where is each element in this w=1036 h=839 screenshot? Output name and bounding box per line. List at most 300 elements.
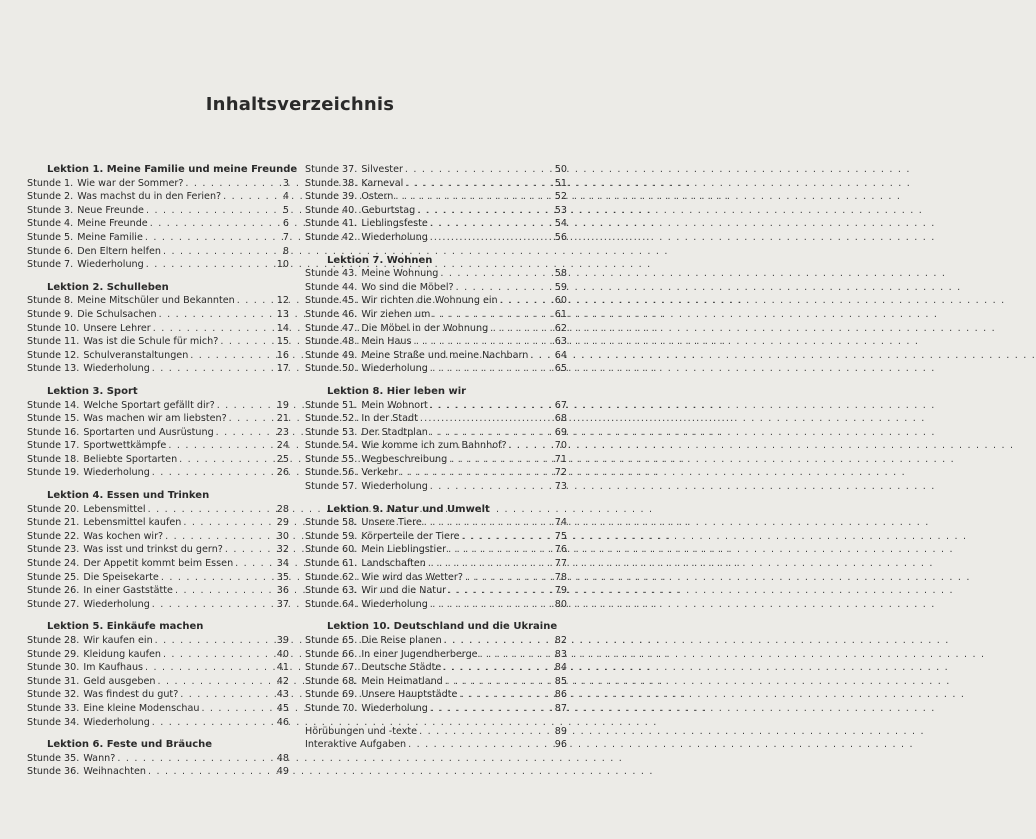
page-title: Inhaltsverzeichnis — [205, 94, 395, 115]
toc-entry[interactable] — [305, 204, 567, 218]
lesson-number: Stunde 14. — [27, 399, 80, 411]
entry-title: Wiederholung — [83, 363, 150, 375]
toc-section — [27, 738, 289, 779]
entry-title: Meine Mitschüler und Bekannten — [77, 295, 235, 307]
lesson-number: Stunde 65. — [305, 635, 358, 646]
page-number: 51 — [554, 177, 567, 189]
toc-section — [305, 725, 567, 752]
page-number: 28 — [276, 503, 289, 515]
lesson-number: Stunde 17. — [27, 440, 80, 452]
dot-leader — [183, 516, 274, 530]
toc-left-column — [27, 163, 298, 788]
dot-leader — [117, 752, 274, 766]
lesson-number: Stunde 40. — [305, 204, 358, 216]
toc-entry[interactable] — [305, 399, 567, 413]
entry-title: In der Stadt — [361, 413, 418, 425]
dot-leader — [413, 335, 552, 349]
lesson-heading: Lektion 6. Feste und Bräuche — [47, 739, 213, 751]
dot-leader — [440, 267, 552, 281]
toc-entry[interactable] — [27, 584, 289, 598]
page-number: 76 — [554, 544, 567, 556]
lesson-number: Stunde 39. — [305, 191, 358, 203]
dot-leader — [180, 688, 275, 702]
lesson-number: Stunde 15. — [27, 413, 80, 425]
page-number: 48 — [276, 752, 289, 764]
lesson-number: Stunde 55. — [305, 453, 358, 465]
toc-entry[interactable] — [305, 725, 567, 739]
toc-entry[interactable] — [305, 648, 567, 662]
lesson-number: Stunde 30. — [27, 662, 80, 674]
entry-title: Wir kaufen ein — [83, 635, 153, 646]
toc-entry[interactable] — [305, 480, 567, 494]
entry-title: Meine Freunde — [77, 218, 148, 230]
page-number: 24 — [276, 440, 289, 452]
toc-entry[interactable] — [27, 466, 289, 480]
lesson-heading: Lektion 7. Wohnen — [327, 254, 433, 266]
toc-entry[interactable] — [27, 412, 289, 426]
dot-leader — [405, 163, 553, 177]
toc-entry[interactable] — [305, 190, 567, 204]
page-number: 10 — [276, 259, 289, 271]
page-number: 87 — [554, 702, 567, 714]
toc-entry[interactable] — [305, 294, 567, 308]
entry-title: Was kochen wir? — [83, 530, 164, 542]
toc-entry[interactable] — [305, 335, 567, 349]
dot-leader — [152, 598, 275, 612]
dot-leader — [430, 399, 553, 413]
dot-leader — [430, 362, 553, 376]
page-number: 59 — [554, 281, 567, 293]
dot-leader — [225, 543, 275, 557]
entry-title: Wiederholung — [77, 259, 144, 271]
toc-entry[interactable] — [305, 516, 567, 530]
dot-leader — [445, 675, 553, 689]
page-number: 83 — [554, 648, 567, 660]
toc-entry[interactable] — [27, 294, 289, 308]
dot-leader — [432, 308, 552, 322]
dot-leader — [146, 258, 275, 272]
lesson-number: Stunde 44. — [305, 281, 358, 293]
toc-entry[interactable] — [27, 399, 289, 413]
dot-leader — [400, 466, 553, 480]
lesson-number: Stunde 51. — [305, 399, 358, 411]
lesson-number: Stunde 1. — [27, 177, 74, 189]
entry-title: In einer Jugendherberge — [361, 648, 478, 660]
toc-entry[interactable] — [27, 688, 289, 702]
toc-entry[interactable] — [305, 661, 567, 675]
toc-entry[interactable] — [27, 190, 289, 204]
entry-title: Wiederholung — [361, 598, 428, 610]
lesson-number: Stunde 68. — [305, 675, 358, 687]
toc-entry[interactable] — [27, 516, 289, 530]
toc-entry[interactable] — [305, 349, 567, 363]
toc-entry[interactable] — [27, 752, 289, 766]
dot-leader — [462, 530, 553, 544]
entry-title: Die Reise planen — [361, 635, 442, 646]
lesson-number: Stunde 16. — [27, 426, 80, 438]
entry-title: Der Appetit kommt beim Essen — [83, 558, 234, 570]
entry-title: Welche Sportart gefällt dir? — [83, 399, 215, 411]
dot-leader — [229, 412, 275, 426]
toc-entry[interactable] — [305, 634, 567, 648]
toc-entry[interactable] — [27, 503, 289, 517]
toc-entry[interactable] — [305, 362, 567, 376]
page-number: 34 — [276, 558, 289, 570]
lesson-number: Stunde 37. — [305, 164, 358, 175]
dot-leader — [163, 648, 275, 662]
toc-right-column — [305, 163, 567, 761]
toc-entry[interactable] — [27, 245, 289, 259]
page-number: 84 — [554, 662, 567, 674]
toc-entry[interactable] — [27, 258, 289, 272]
toc-entry[interactable] — [27, 702, 289, 716]
dot-leader — [530, 349, 552, 363]
dot-leader — [490, 322, 553, 336]
page-number: 12 — [276, 295, 289, 307]
toc-entry[interactable] — [27, 362, 289, 376]
toc-entry[interactable] — [305, 322, 567, 336]
lesson-number: Stunde 38. — [305, 177, 358, 189]
dot-leader — [405, 177, 552, 191]
lesson-heading: Lektion 4. Essen und Trinken — [47, 490, 210, 502]
dot-leader — [220, 335, 274, 349]
dot-leader — [145, 661, 275, 675]
dot-leader — [419, 725, 553, 739]
lesson-number: Stunde 53. — [305, 426, 358, 438]
lesson-number: Stunde 8. — [27, 295, 74, 307]
lesson-number: Stunde 27. — [27, 598, 80, 610]
page-number: 29 — [276, 517, 289, 529]
lesson-number: Stunde 54. — [305, 440, 358, 452]
toc-section — [27, 281, 289, 376]
dot-leader — [420, 412, 553, 426]
toc-entry[interactable] — [27, 217, 289, 231]
entry-title: Lebensmittel — [83, 503, 146, 515]
dot-leader — [430, 231, 553, 245]
toc-entry[interactable] — [27, 453, 289, 467]
lesson-number: Stunde 9. — [27, 308, 74, 320]
lesson-number: Stunde 62. — [305, 571, 358, 583]
page-number: 8 — [282, 245, 289, 257]
dot-leader — [145, 231, 275, 245]
dot-leader — [449, 453, 553, 467]
toc-entry[interactable] — [27, 675, 289, 689]
dot-leader — [185, 177, 275, 191]
lesson-number: Stunde 61. — [305, 558, 358, 570]
toc-entry[interactable] — [305, 530, 567, 544]
lesson-number: Stunde 3. — [27, 204, 74, 216]
entry-title: Der Stadtplan — [361, 426, 428, 438]
dot-leader — [163, 245, 275, 259]
entry-title: Wiederholung — [361, 231, 428, 243]
page-number: 71 — [554, 453, 567, 465]
toc-entry[interactable] — [305, 702, 567, 716]
page-number: 26 — [276, 467, 289, 479]
toc-entry[interactable] — [305, 688, 567, 702]
lesson-number: Stunde 21. — [27, 517, 80, 529]
lesson-number: Stunde 4. — [27, 218, 74, 230]
toc-entry[interactable] — [27, 177, 289, 191]
page-number: 25 — [276, 453, 289, 465]
toc-entry[interactable] — [305, 439, 567, 453]
toc-entry[interactable] — [27, 571, 289, 585]
lesson-number: Stunde 59. — [305, 530, 358, 542]
toc-section — [27, 385, 289, 480]
page-number: 72 — [554, 467, 567, 479]
toc-entry[interactable] — [305, 466, 567, 480]
entry-title: Wegbeschreibung — [361, 453, 448, 465]
page-number: 45 — [276, 702, 289, 714]
entry-title: Wie war der Sommer? — [77, 177, 184, 189]
entry-title: Die Schulsachen — [77, 308, 157, 320]
toc-entry[interactable] — [27, 335, 289, 349]
entry-title: Wir und die Natur — [361, 585, 447, 597]
toc-entry[interactable] — [27, 231, 289, 245]
entry-title: Unsere Lehrer — [83, 322, 151, 334]
page-number: 15 — [276, 336, 289, 348]
entry-title: Was machst du in den Ferien? — [77, 191, 222, 203]
lesson-heading: Lektion 5. Einkäufe machen — [47, 621, 204, 633]
dot-leader — [430, 480, 553, 494]
page-number: 69 — [554, 426, 567, 438]
lesson-number: Stunde 18. — [27, 453, 80, 465]
page-number: 50 — [554, 164, 567, 175]
toc-entry[interactable] — [27, 530, 289, 544]
toc-section — [305, 254, 567, 376]
page-number: 63 — [554, 336, 567, 348]
entry-title: Meine Straße und meine Nachbarn — [361, 349, 529, 361]
toc-entry[interactable] — [27, 543, 289, 557]
entry-title: Den Eltern helfen — [77, 245, 161, 257]
dot-leader — [216, 426, 275, 440]
dot-leader — [456, 281, 553, 295]
dot-leader — [217, 399, 275, 413]
page-number: 35 — [276, 571, 289, 583]
lesson-number: Stunde 26. — [27, 585, 80, 597]
lesson-number: Stunde 35. — [27, 752, 80, 764]
toc-section — [305, 620, 567, 715]
toc-entry[interactable] — [305, 231, 567, 245]
dot-leader — [148, 765, 275, 779]
dot-leader — [146, 204, 275, 218]
page-number: 21 — [276, 413, 289, 425]
toc-entry[interactable] — [305, 738, 567, 752]
entry-title: Unsere Tiere — [361, 517, 422, 529]
page-number: 70 — [554, 440, 567, 452]
lesson-number: Stunde 70. — [305, 702, 358, 714]
toc-section — [27, 620, 289, 729]
page-number: 54 — [554, 218, 567, 230]
page-number: 30 — [276, 530, 289, 542]
lesson-heading: Lektion 8. Hier leben wir — [327, 385, 467, 397]
entry-title: Mein Lieblingstier — [361, 544, 447, 556]
lesson-number: Stunde 7. — [27, 259, 74, 271]
dot-leader — [424, 516, 553, 530]
page-number: 43 — [276, 689, 289, 701]
toc-entry[interactable] — [305, 426, 567, 440]
page-number: 65 — [554, 363, 567, 375]
entry-title: Hörübungen und -texte — [305, 725, 418, 737]
lesson-number: Stunde 22. — [27, 530, 80, 542]
page-number: 49 — [276, 766, 289, 778]
lesson-heading: Lektion 2. Schulleben — [47, 281, 169, 293]
toc-entry[interactable] — [27, 716, 289, 730]
toc-entry[interactable] — [305, 281, 567, 295]
toc-entry[interactable] — [305, 571, 567, 585]
entry-title: Was machen wir am liebsten? — [83, 413, 227, 425]
toc-entry[interactable] — [305, 584, 567, 598]
dot-leader — [459, 688, 552, 702]
dot-leader — [430, 702, 553, 716]
entry-title: Wiederholung — [83, 467, 150, 479]
lesson-number: Stunde 42. — [305, 231, 358, 243]
toc-entry[interactable] — [305, 412, 567, 426]
entry-title: In einer Gaststätte — [83, 585, 173, 597]
entry-title: Wie wird das Wetter? — [361, 571, 463, 583]
toc-entry[interactable] — [27, 661, 289, 675]
page-number: 46 — [276, 716, 289, 728]
entry-title: Sportarten und Ausrüstung — [83, 426, 214, 438]
toc-entry[interactable] — [27, 634, 289, 648]
page-number: 17 — [276, 363, 289, 375]
dot-leader — [465, 571, 553, 585]
entry-title: Wiederholung — [83, 598, 150, 610]
dot-leader — [168, 439, 274, 453]
toc-entry[interactable] — [305, 267, 567, 281]
lesson-heading: Lektion 1. Meine Familie und meine Freunde — [47, 164, 298, 175]
lesson-number: Stunde 11. — [27, 336, 80, 348]
toc-entry[interactable] — [27, 557, 289, 571]
entry-title: Eine kleine Modenschau — [83, 702, 200, 714]
dot-leader — [148, 503, 275, 517]
entry-title: Ostern — [361, 191, 394, 203]
toc-entry[interactable] — [305, 453, 567, 467]
toc-entry[interactable] — [305, 177, 567, 191]
entry-title: Silvester — [361, 164, 403, 175]
dot-leader — [237, 294, 275, 308]
lesson-number: Stunde 41. — [305, 218, 358, 230]
lesson-number: Stunde 64. — [305, 598, 358, 610]
dot-leader — [417, 204, 553, 218]
dot-leader — [448, 543, 553, 557]
dot-leader — [480, 648, 553, 662]
entry-title: Wiederholung — [361, 363, 428, 375]
page-number: 42 — [276, 675, 289, 687]
lesson-number: Stunde 60. — [305, 544, 358, 556]
dot-leader — [430, 426, 553, 440]
toc-entry[interactable] — [305, 308, 567, 322]
entry-title: Wiederholung — [361, 702, 428, 714]
toc-section — [305, 503, 567, 612]
lesson-number: Stunde 48. — [305, 336, 358, 348]
entry-title: Mein Wohnort — [361, 399, 428, 411]
entry-title: Die Speisekarte — [83, 571, 159, 583]
page-number: 96 — [554, 739, 567, 751]
page-number: 7 — [282, 231, 289, 243]
page-number: 61 — [554, 308, 567, 320]
dot-leader — [448, 584, 553, 598]
toc-entry[interactable] — [27, 204, 289, 218]
lesson-number: Stunde 56. — [305, 467, 358, 479]
entry-title: Weihnachten — [83, 766, 146, 778]
lesson-number: Stunde 13. — [27, 363, 80, 375]
page-number: 80 — [554, 598, 567, 610]
toc-entry[interactable] — [305, 163, 567, 177]
toc-entry[interactable] — [27, 322, 289, 336]
toc-entry[interactable] — [27, 349, 289, 363]
page-number: 5 — [282, 204, 289, 216]
lesson-number: Stunde 20. — [27, 503, 80, 515]
page-number: 36 — [276, 585, 289, 597]
dot-leader — [509, 439, 553, 453]
toc-entry[interactable] — [305, 217, 567, 231]
page-number: 73 — [554, 481, 567, 493]
entry-title: Neue Freunde — [77, 204, 144, 216]
page-number: 68 — [554, 413, 567, 425]
toc-section — [27, 163, 298, 272]
lesson-number: Stunde 49. — [305, 349, 358, 361]
toc-entry[interactable] — [305, 543, 567, 557]
entry-title: Was isst und trinkst du gern? — [83, 544, 223, 556]
page-number: 52 — [554, 191, 567, 203]
toc-entry[interactable] — [27, 598, 289, 612]
page-number: 41 — [276, 662, 289, 674]
entry-title: Karneval — [361, 177, 404, 189]
entry-title: Landschaften — [361, 558, 426, 570]
toc-entry[interactable] — [27, 648, 289, 662]
entry-title: Im Kaufhaus — [83, 662, 144, 674]
toc-section — [305, 385, 567, 494]
toc-entry[interactable] — [305, 557, 567, 571]
dot-leader — [165, 530, 275, 544]
page-number: 16 — [276, 349, 289, 361]
dot-leader — [201, 702, 274, 716]
entry-title: Beliebte Sportarten — [83, 453, 178, 465]
lesson-number: Stunde 66. — [305, 648, 358, 660]
toc-entry[interactable] — [27, 426, 289, 440]
lesson-number: Stunde 36. — [27, 766, 80, 778]
entry-title: Wo sind die Möbel? — [361, 281, 454, 293]
entry-title: Kleidung kaufen — [83, 648, 161, 660]
entry-title: Körperteile der Tiere — [361, 530, 460, 542]
dot-leader — [161, 571, 275, 585]
dot-leader — [500, 294, 553, 308]
dot-leader — [430, 217, 553, 231]
toc-entry[interactable] — [27, 765, 289, 779]
toc-entry[interactable] — [305, 598, 567, 612]
lesson-number: Stunde 2. — [27, 191, 74, 203]
dot-leader — [235, 557, 275, 571]
toc-entry[interactable] — [27, 308, 289, 322]
dot-leader — [443, 661, 553, 675]
page-number: 58 — [554, 268, 567, 280]
entry-title: Die Möbel in der Wohnung — [361, 322, 489, 334]
entry-title: Wann? — [83, 752, 116, 764]
dot-leader — [223, 190, 275, 204]
lesson-number: Stunde 31. — [27, 675, 80, 687]
toc-entry[interactable] — [27, 439, 289, 453]
lesson-number: Stunde 34. — [27, 716, 80, 728]
lesson-number: Stunde 46. — [305, 308, 358, 320]
dot-leader — [152, 362, 275, 376]
entry-title: Geld ausgeben — [83, 675, 156, 687]
entry-title: Wie komme ich zum Bahnhof? — [361, 440, 507, 452]
entry-title: Sportwettkämpfe — [83, 440, 167, 452]
lesson-number: Stunde 43. — [305, 268, 358, 280]
toc-entry[interactable] — [305, 675, 567, 689]
dot-leader — [157, 675, 274, 689]
page-number: 4 — [282, 191, 289, 203]
